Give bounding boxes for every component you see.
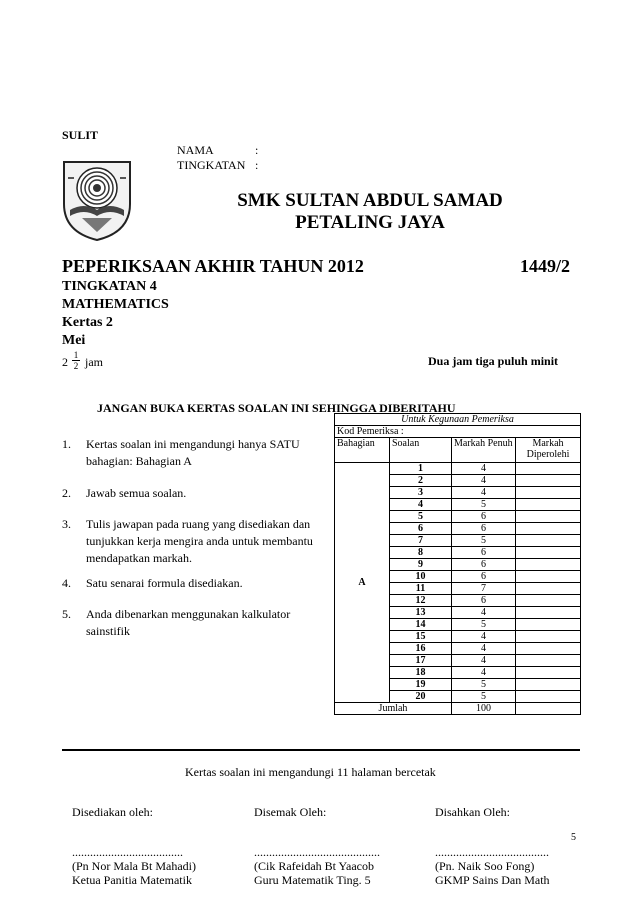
header-markah-penuh: Markah Penuh <box>452 438 516 463</box>
signature-role: Disahkan Oleh: <box>435 805 510 819</box>
school-name-line2: PETALING JAYA <box>295 212 445 233</box>
exam-paper: Kertas 2 <box>62 315 113 330</box>
question-number: 19 <box>390 679 452 691</box>
pages-note: Kertas soalan ini mengandungi 11 halaman bercetak <box>185 765 436 779</box>
instruction-text: Tulis jawapan pada ruang yang disediakan dan tunjukkan kerja mengira anda untuk membantu mendapatkan markah. <box>86 517 313 565</box>
table-caption: Untuk Kegunaan Pemeriksa <box>335 414 581 426</box>
total-value: 100 <box>452 703 516 715</box>
school-logo <box>60 158 134 242</box>
exam-form: TINGKATAN 4 <box>62 279 157 294</box>
obtained-mark-cell[interactable] <box>516 499 581 511</box>
exam-month: Mei <box>62 333 86 348</box>
signature-block <box>72 805 242 887</box>
full-mark: 6 <box>452 523 516 535</box>
tingkatan-label: TINGKATAN <box>177 158 246 172</box>
question-number: 5 <box>390 511 452 523</box>
total-row <box>335 703 581 715</box>
obtained-mark-cell[interactable] <box>516 547 581 559</box>
obtained-mark-cell[interactable] <box>516 643 581 655</box>
exam-title: PEPERIKSAAN AKHIR TAHUN 2012 <box>62 256 364 276</box>
signature-dots: ..................................... <box>72 845 183 859</box>
question-number: 6 <box>390 523 452 535</box>
question-number: 2 <box>390 475 452 487</box>
question-number: 10 <box>390 571 452 583</box>
question-number: 9 <box>390 559 452 571</box>
signature-dots: .......................................... <box>254 845 380 859</box>
full-mark: 4 <box>452 607 516 619</box>
obtained-mark-cell[interactable] <box>516 691 581 703</box>
instruction-text: Anda dibenarkan menggunakan kalkulator sainstifik <box>86 607 291 638</box>
question-number: 8 <box>390 547 452 559</box>
instruction-item <box>62 606 327 642</box>
duration-denominator: 2 <box>73 361 79 371</box>
warning-text: JANGAN BUKA KERTAS SOALAN INI SEHINGGA DIBERITAHU <box>97 401 456 415</box>
full-mark: 4 <box>452 475 516 487</box>
obtained-mark-cell[interactable] <box>516 487 581 499</box>
full-mark: 5 <box>452 499 516 511</box>
signature-block <box>254 805 424 887</box>
question-number: 16 <box>390 643 452 655</box>
obtained-mark-cell[interactable] <box>516 583 581 595</box>
exam-code: 1449/2 <box>520 256 571 276</box>
obtained-mark-cell[interactable] <box>516 679 581 691</box>
question-number: 7 <box>390 535 452 547</box>
question-number: 3 <box>390 487 452 499</box>
signature-title: Ketua Panitia Matematik <box>72 873 192 887</box>
question-number: 1 <box>390 463 452 475</box>
sulit-label: SULIT <box>62 128 99 142</box>
instruction-text: Jawab semua soalan. <box>86 486 187 500</box>
instruction-number: 1. <box>62 437 71 451</box>
full-mark: 5 <box>452 679 516 691</box>
question-number: 13 <box>390 607 452 619</box>
duration-words: Dua jam tiga puluh minit <box>428 354 559 368</box>
duration-whole: 2 <box>62 355 68 369</box>
full-mark: 6 <box>452 571 516 583</box>
full-mark: 4 <box>452 487 516 499</box>
tingkatan-colon: : <box>255 158 259 172</box>
full-mark: 5 <box>452 691 516 703</box>
question-number: 20 <box>390 691 452 703</box>
obtained-mark-cell[interactable] <box>516 535 581 547</box>
obtained-mark-cell[interactable] <box>516 607 581 619</box>
signature-role: Disediakan oleh: <box>72 805 153 819</box>
header-soalan: Soalan <box>390 438 452 463</box>
divider-line <box>62 749 580 751</box>
signature-dots: ...................................... <box>435 845 549 859</box>
signature-name: (Cik Rafeidah Bt Yaacob <box>254 859 374 873</box>
obtained-mark-cell[interactable] <box>516 571 581 583</box>
nama-colon: : <box>255 143 259 157</box>
signature-role: Disemak Oleh: <box>254 805 327 819</box>
examiner-code: Kod Pemeriksa : <box>335 426 581 438</box>
signature-title: GKMP Sains Dan Math <box>435 873 550 887</box>
full-mark: 4 <box>452 643 516 655</box>
question-number: 17 <box>390 655 452 667</box>
obtained-mark-cell[interactable] <box>516 595 581 607</box>
school-name-line1: SMK SULTAN ABDUL SAMAD <box>237 190 503 211</box>
edge-mark: 5 <box>571 832 576 843</box>
instruction-item <box>62 436 327 472</box>
obtained-mark-cell[interactable] <box>516 655 581 667</box>
total-obtained-cell[interactable] <box>516 703 581 715</box>
full-mark: 6 <box>452 559 516 571</box>
full-mark: 6 <box>452 547 516 559</box>
full-mark: 5 <box>452 535 516 547</box>
nama-label: NAMA <box>177 143 214 157</box>
signature-name: (Pn Nor Mala Bt Mahadi) <box>72 859 196 873</box>
obtained-mark-cell[interactable] <box>516 631 581 643</box>
instruction-item <box>62 575 327 593</box>
instruction-number: 2. <box>62 486 71 500</box>
instruction-number: 5. <box>62 607 71 621</box>
duration-fraction <box>72 350 80 371</box>
header-bahagian: Bahagian <box>335 438 390 463</box>
question-number: 18 <box>390 667 452 679</box>
examiner-table <box>334 413 581 715</box>
instruction-number: 4. <box>62 576 71 590</box>
full-mark: 7 <box>452 583 516 595</box>
signature-title: Guru Matematik Ting. 5 <box>254 873 371 887</box>
instruction-number: 3. <box>62 517 71 531</box>
full-mark: 4 <box>452 631 516 643</box>
instruction-text: Kertas soalan ini mengandungi hanya SATU bahagian: Bahagian A <box>86 437 300 468</box>
obtained-mark-cell[interactable] <box>516 667 581 679</box>
exam-subject: MATHEMATICS <box>62 297 169 312</box>
signature-name: (Pn. Naik Soo Fong) <box>435 859 535 873</box>
question-number: 12 <box>390 595 452 607</box>
full-mark: 4 <box>452 655 516 667</box>
full-mark: 6 <box>452 511 516 523</box>
question-number: 4 <box>390 499 452 511</box>
table-row <box>335 463 581 475</box>
obtained-mark-cell[interactable] <box>516 523 581 535</box>
obtained-mark-cell[interactable] <box>516 511 581 523</box>
full-mark: 4 <box>452 463 516 475</box>
obtained-mark-cell[interactable] <box>516 475 581 487</box>
instruction-text: Satu senarai formula disediakan. <box>86 576 243 590</box>
total-label: Jumlah <box>335 703 452 715</box>
section-label: A <box>335 463 390 703</box>
full-mark: 6 <box>452 595 516 607</box>
obtained-mark-cell[interactable] <box>516 463 581 475</box>
obtained-mark-cell[interactable] <box>516 559 581 571</box>
full-mark: 4 <box>452 667 516 679</box>
signature-block <box>435 805 580 887</box>
instruction-item <box>62 485 327 503</box>
question-number: 15 <box>390 631 452 643</box>
obtained-mark-cell[interactable] <box>516 619 581 631</box>
full-mark: 5 <box>452 619 516 631</box>
question-number: 11 <box>390 583 452 595</box>
duration-numerator: 1 <box>73 350 79 360</box>
question-number: 14 <box>390 619 452 631</box>
instruction-item <box>62 516 327 570</box>
duration-unit: jam <box>85 355 103 369</box>
header-markah-diperolehi: Markah Diperolehi <box>516 438 581 463</box>
